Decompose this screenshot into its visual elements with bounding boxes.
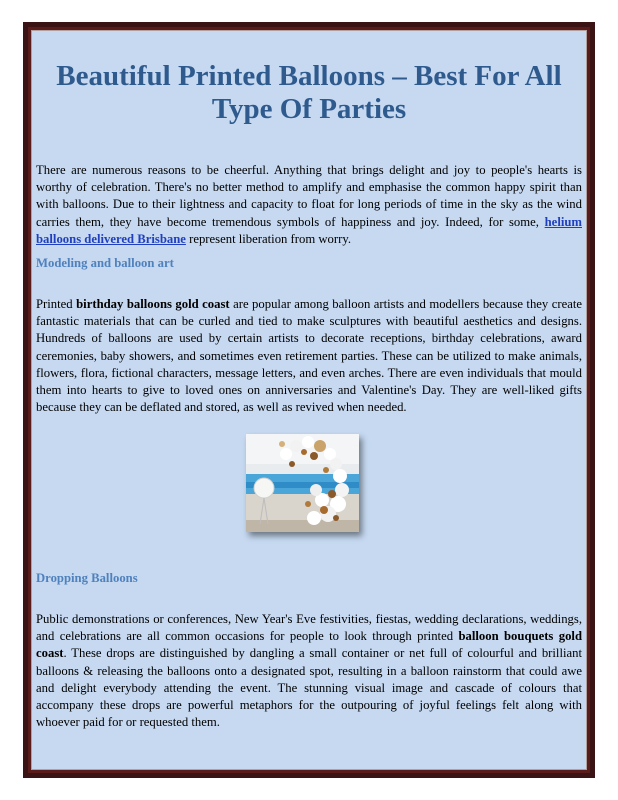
dropping-paragraph	[36, 611, 582, 731]
section-heading-dropping: Dropping Balloons	[36, 571, 138, 585]
page-title: Beautiful Printed Balloons – Best For All Type Of Parties	[56, 60, 562, 125]
modeling-text-after: are popular among balloon artists and modellers because they create fantastic materials that can be curled and tied to make sculptures with beautiful aesthetics and designs. Hundreds of balloons are used by certain artists to decorate receptions, birthday celebrations, award ceremonies, baby showers, and sometimes even retirement parties. These can be utilized to make animals, flowers, flora, fictional characters, message letters, and even arches. There are even individuals that mould them into hearts to give to loved ones on anniversaries and Valentine's Day. They are well-liked gifts because they can be deflated and stored, as well as revived when needed.	[36, 297, 583, 415]
dropping-text-before: Public demonstrations or conferences, New Year's Eve festivities, fiestas, wedding declarations, weddings, and celebrations are all common occasions for people to look through printed	[36, 612, 582, 644]
balloon-bouquets-keyword: balloon bouquets gold coast	[36, 629, 583, 661]
intro-paragraph	[36, 162, 582, 248]
intro-text-after: represent liberation from worry.	[185, 231, 352, 246]
birthday-balloons-keyword: birthday balloons gold coast	[76, 297, 230, 311]
dropping-text-after: . These drops are distinguished by dangling a small container or net full of colourful and brilliant balloons & releasing the balloons onto a designated spot, resulting in a balloon rainstorm that could awe and delight everybody attending the event. The stunning visual image and cascade of colours that accompany these drops are powerful metaphors for the outpouring of joyful feelings felt along with whoever paid for or requested them.	[36, 646, 582, 730]
modeling-paragraph	[36, 296, 582, 416]
section-heading-modeling: Modeling and balloon art	[36, 256, 174, 270]
balloon-arch-image	[246, 434, 359, 532]
intro-text-before: There are numerous reasons to be cheerful. Anything that brings delight and joy to people's hearts is worthy of celebration. There's no better method to amplify and emphasise the common happy spirit than with balloons. Due to their lightness and capacity to float for long periods of time in the sky as the wind carries them, they have become tremendous symbols of happiness and joy. Indeed, for some,	[36, 163, 582, 229]
balloon-arch-photo	[246, 434, 359, 532]
helium-balloons-link[interactable]: helium balloons delivered Brisbane	[36, 214, 582, 246]
modeling-text-before: Printed	[36, 297, 77, 311]
